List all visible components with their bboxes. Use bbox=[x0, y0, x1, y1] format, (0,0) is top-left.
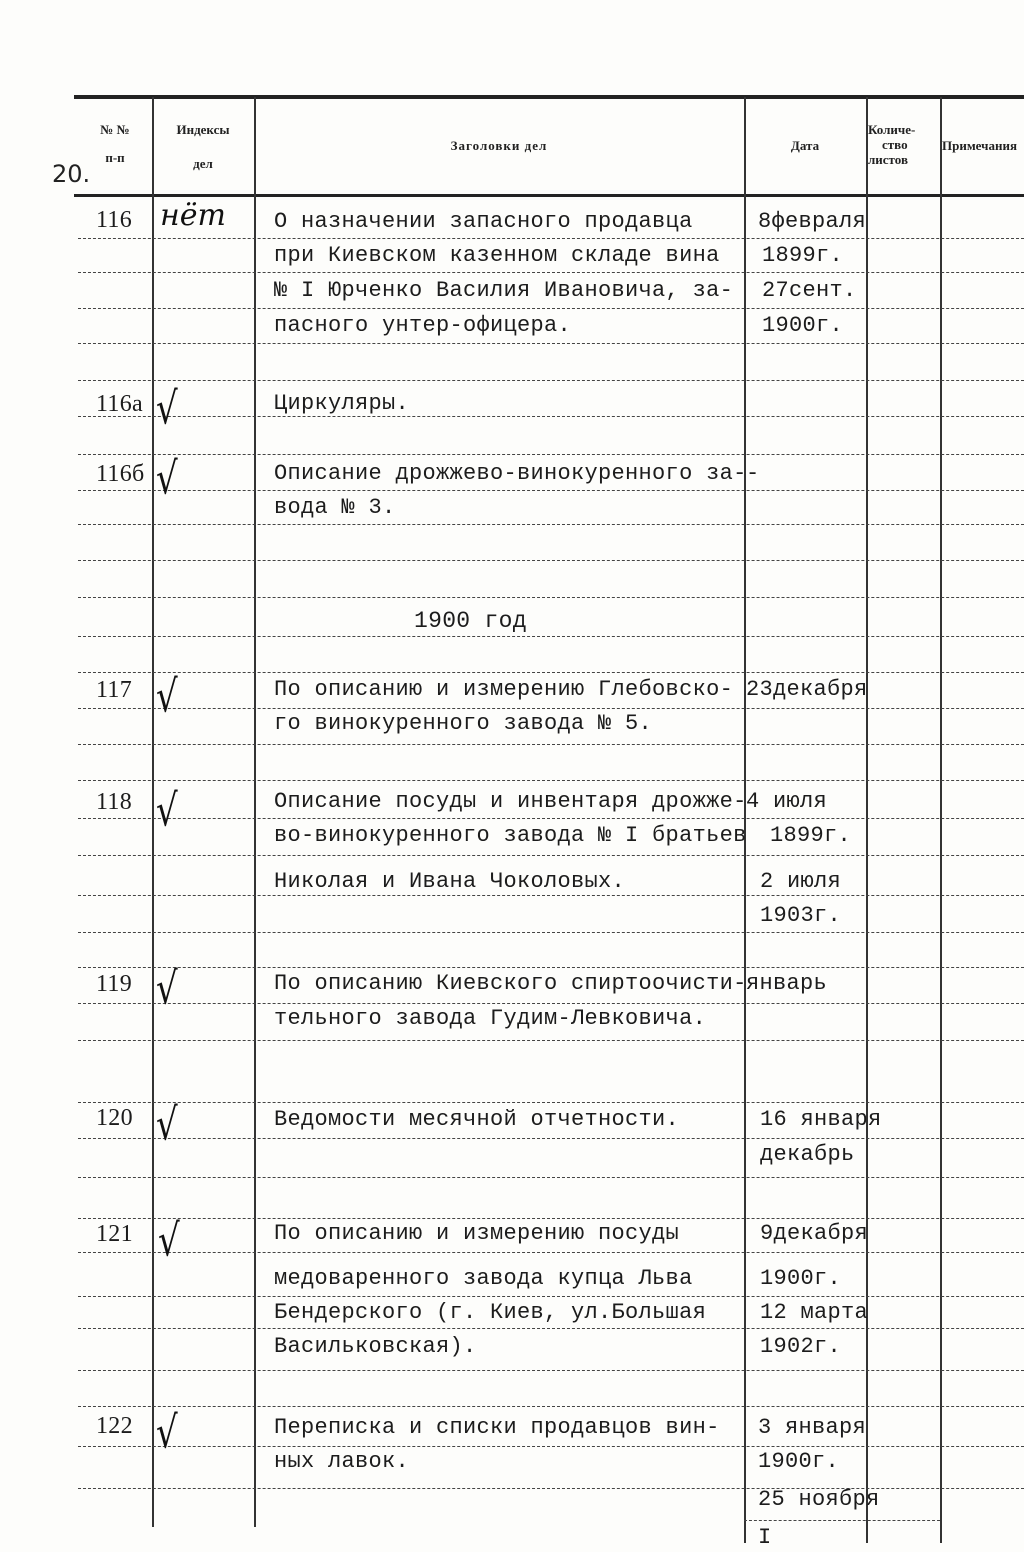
header-date: Дата bbox=[790, 138, 820, 153]
ruled-line bbox=[78, 416, 1024, 417]
ruled-line bbox=[78, 454, 1024, 455]
ruled-line bbox=[78, 818, 1024, 819]
header-title: Заголовки дел bbox=[450, 138, 548, 153]
ruled-line bbox=[78, 1102, 1024, 1103]
entry-title-line: вода № 3. bbox=[274, 495, 396, 520]
entry-date-line: 4 июля bbox=[746, 789, 828, 814]
entry-date-line: I bbox=[758, 1525, 772, 1550]
header-top-rule bbox=[74, 95, 1024, 99]
entry-number: 120 bbox=[96, 1105, 133, 1131]
ruled-line bbox=[744, 1520, 940, 1521]
checkmark-icon: √ bbox=[156, 963, 178, 1015]
ruled-line bbox=[78, 597, 1024, 598]
entry-number: 121 bbox=[96, 1221, 133, 1247]
entry-title-line: Описание посуды и инвентаря дрожже- bbox=[274, 789, 747, 814]
entry-date-line: январь bbox=[746, 971, 828, 996]
entry-title-line: О назначении запасного продавца bbox=[274, 209, 693, 234]
checkmark-icon: √ bbox=[156, 785, 178, 837]
ruled-line bbox=[78, 1446, 1024, 1447]
ruled-line bbox=[78, 1177, 1024, 1178]
entry-date-line: 25 ноября bbox=[758, 1487, 880, 1512]
checkmark-icon: √ bbox=[156, 383, 178, 435]
column-divider bbox=[940, 97, 942, 1543]
entry-title-line: пасного унтер-офицера. bbox=[274, 313, 572, 338]
entry-date-line: 1899г. bbox=[762, 243, 844, 268]
entry-title-line: № I Юрченко Василия Ивановича, за- bbox=[274, 278, 734, 303]
entry-number: 118 bbox=[96, 789, 133, 815]
entry-title-line: ных лавок. bbox=[274, 1449, 410, 1474]
entry-date-line: 9декабря bbox=[760, 1221, 869, 1246]
entry-number: 117 bbox=[96, 677, 133, 703]
ruled-line bbox=[78, 1218, 1024, 1219]
entry-date-line: 27сент. bbox=[762, 278, 857, 303]
ruled-line bbox=[78, 672, 1024, 673]
entry-title-line: Циркуляры. bbox=[274, 391, 410, 416]
ruled-line bbox=[78, 380, 1024, 381]
header-count: Количе- ство листов bbox=[868, 122, 916, 167]
entry-number: 119 bbox=[96, 971, 133, 997]
ruled-line bbox=[78, 560, 1024, 561]
entry-date-line: 1903г. bbox=[760, 903, 842, 928]
entry-title-line: По описанию и измерению посуды bbox=[274, 1221, 680, 1246]
entry-title-line: По описанию и измерению Глебовско- bbox=[274, 677, 734, 702]
entry-number: 116а bbox=[96, 391, 143, 417]
ruled-line bbox=[78, 1488, 1024, 1489]
entry-date-line: - bbox=[746, 461, 760, 486]
ruled-line bbox=[78, 272, 1024, 273]
checkmark-icon: √ bbox=[156, 1099, 178, 1151]
ruled-line bbox=[78, 238, 1024, 239]
entry-title-line: Ведомости месячной отчетности. bbox=[274, 1107, 680, 1132]
section-year-heading: 1900 год bbox=[414, 608, 527, 634]
column-divider bbox=[744, 97, 746, 1543]
ruled-line bbox=[78, 1252, 1024, 1253]
entry-date-line: 23декабря bbox=[746, 677, 868, 702]
ruled-line bbox=[78, 1370, 1024, 1371]
header-index: Индексы дел bbox=[176, 122, 230, 171]
checkmark-icon: √ bbox=[156, 671, 178, 723]
ruled-line bbox=[78, 780, 1024, 781]
entry-date-line: декабрь bbox=[760, 1142, 855, 1167]
entry-date-line: 1900г. bbox=[758, 1449, 840, 1474]
entry-title-line: По описанию Киевского спиртоочисти- bbox=[274, 971, 747, 996]
entry-title-line: го винокуренного завода № 5. bbox=[274, 711, 653, 736]
ruled-line bbox=[78, 855, 1024, 856]
entry-date-line: 8февраля bbox=[758, 209, 867, 234]
ruled-line bbox=[78, 308, 1024, 309]
entry-title-line: медоваренного завода купца Льва bbox=[274, 1266, 693, 1291]
header-num: № № п-п bbox=[100, 122, 130, 165]
checkmark-icon: √ bbox=[158, 1215, 180, 1267]
ruled-line bbox=[78, 744, 1024, 745]
entry-title-line: тельного завода Гудим-Левковича. bbox=[274, 1006, 707, 1031]
entry-title-line: Бендерского (г. Киев, ул.Большая bbox=[274, 1300, 707, 1325]
ruled-line bbox=[78, 967, 1024, 968]
entry-number: 116б bbox=[96, 461, 145, 487]
column-divider bbox=[152, 97, 154, 1527]
ruled-line bbox=[78, 343, 1024, 344]
entry-number: 122 bbox=[96, 1413, 133, 1439]
entry-title-line: Васильковская). bbox=[274, 1334, 477, 1359]
ruled-line bbox=[78, 1296, 1024, 1297]
ruled-line bbox=[78, 1003, 1024, 1004]
page-number: 20. bbox=[52, 160, 91, 188]
entry-number: 116 bbox=[96, 207, 133, 233]
ruled-line bbox=[78, 1138, 1024, 1139]
checkmark-icon: √ bbox=[156, 453, 178, 505]
entry-title-line: Переписка и списки продавцов вин- bbox=[274, 1415, 720, 1440]
ruled-line bbox=[78, 708, 1024, 709]
ruled-line bbox=[78, 524, 1024, 525]
ruled-line bbox=[78, 932, 1024, 933]
column-divider bbox=[254, 97, 256, 1527]
entry-date-line: 2 июля bbox=[760, 869, 842, 894]
header-notes: Примечания bbox=[942, 138, 1017, 153]
ruled-line bbox=[78, 490, 1024, 491]
entry-title-line: во-винокуренного завода № I братьев bbox=[274, 823, 747, 848]
entry-title-line: при Киевском казенном складе вина bbox=[274, 243, 720, 268]
entry-date-line: 3 января bbox=[758, 1415, 867, 1440]
ruled-line bbox=[78, 1040, 1024, 1041]
entry-date-line: 1900г. bbox=[762, 313, 844, 338]
entry-date-line: 1902г. bbox=[760, 1334, 842, 1359]
entry-title-line: Николая и Ивана Чоколовых. bbox=[274, 869, 626, 894]
entry-date-line: 16 января bbox=[760, 1107, 882, 1132]
entry-title-line: Описание дрожжево-винокуренного за- bbox=[274, 461, 747, 486]
entry-date-line: 1900г. bbox=[760, 1266, 842, 1291]
header-bottom-rule bbox=[74, 194, 1024, 197]
ruled-line bbox=[78, 1406, 1024, 1407]
ruled-line bbox=[78, 636, 1024, 637]
entry-index-handwritten: нёт bbox=[160, 198, 226, 233]
entry-date-line: 12 марта bbox=[760, 1300, 869, 1325]
entry-date-line: 1899г. bbox=[770, 823, 852, 848]
ruled-line bbox=[78, 1328, 1024, 1329]
checkmark-icon: √ bbox=[156, 1407, 178, 1459]
